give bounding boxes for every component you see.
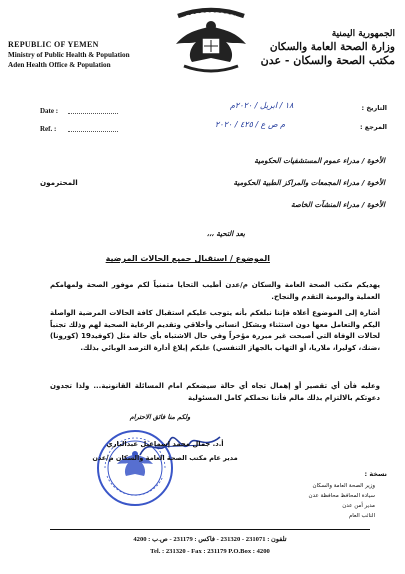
date-label-ar: التاريخ : xyxy=(361,104,387,112)
ref-label-ar: المرجع : xyxy=(359,123,387,131)
body-paragraph-3: وعليه فأن أي تقصير أو إهمال تجاه أي حالة سيضعكم امام المسائلة القانونية... ولذا تجدون دعوتكم بالالتزام بذلك مالم فأننا نحملكم كامل المسئولية xyxy=(50,382,380,402)
letterhead-en-line-3: Aden Health Office & Population xyxy=(8,61,111,69)
letterhead-ar-line-1: الجمهورية اليمنية xyxy=(331,29,395,39)
ref-label-en: Ref. : xyxy=(40,125,57,133)
letterhead-en-line-1: REPUBLIC OF YEMEN xyxy=(8,40,99,49)
footer-english: Tel. : 231320 - Fax : 231179 P.O.Box : 4200 xyxy=(150,548,270,555)
honorific: المحترمون xyxy=(40,178,78,187)
signatory-title: مدير عام مكتب الصحة العامة والسكان م/عدن xyxy=(92,454,238,462)
recipient-2: الأخوة / مدراء المجمعات والمراكز الطبية الحكومية xyxy=(233,178,385,187)
signatory-name: أ.د. جمال محمد إسماعيل عبدالباري xyxy=(106,440,224,448)
body-paragraph-1: يهديكم مكتب الصحة العامة والسكان م/عدن أطيب التحايا متمنياً لكم موفور الصحة ولمهامكم العملية واليومية التقدم والنجاح. xyxy=(50,281,380,301)
cc-item-2: سيادة المحافظ محافظة عدن xyxy=(308,493,375,499)
cc-item-1: وزير الصحة العامة والسكان xyxy=(312,483,375,489)
letterhead-arabic xyxy=(255,28,395,67)
letterhead-en-line-2: Ministry of Public Health & Population xyxy=(8,51,130,59)
letterhead-ar-line-2: وزارة الصحة العامة والسكان xyxy=(269,41,395,53)
letterhead-english xyxy=(8,40,158,70)
closing: ولكم منا فائق الاحترام xyxy=(129,413,191,421)
ref-dotted-line xyxy=(68,131,118,132)
footer-arabic: تلفون : 231071 - 231320 - فاكس : 231179 - ص.ب : 4200 xyxy=(133,536,287,543)
yemen-eagle-emblem-icon xyxy=(170,4,252,78)
recipient-1: الأخوة / مدراء عموم المستشفيات الحكومية xyxy=(254,156,385,165)
footer-divider xyxy=(50,529,370,530)
date-value: ١٨ / ابريل / ٢٠٢٠م xyxy=(230,101,294,110)
letterhead-ar-line-3: مكتب الصحة والسكان - عدن xyxy=(260,54,395,67)
body-paragraph-2: أشارة إلى الموضوع أعلاه فإننا نبلغكم بأنه يتوجب عليكم استقبال كافة الحالات المرضية الواصلة اليكم والتعامل معها دون استثناء وبشكل انساني وأخلاقي وتقديم الرعاية الصحية لهم وذلك تجنباً لحالات الوفاة التي أصبحت غير مبررة مؤخراً وفي حال الاشتباه بأي حالة مثل (كوفيد19 (كورونا) ،ضنك، كوليرا، ملاريا، أو التهاب بالجهاز التنفسي) عليكم إبلاغ أدارة الترصد الوبائي بذلك. xyxy=(50,309,380,352)
cc-label: نسخة : xyxy=(364,470,387,478)
cc-item-4: النائب العام xyxy=(348,513,375,519)
date-label-en: Date : xyxy=(40,107,59,115)
greeting: بعد التحية ،،، xyxy=(206,229,245,238)
date-dotted-line xyxy=(68,113,118,114)
recipient-3: الأخوة / مدراء المنشآت الخاصة xyxy=(291,200,385,209)
ref-value: م ص ع / ٤٢٥ / ٢٠٢٠ xyxy=(215,120,286,129)
cc-item-3: مدير أمن عدن xyxy=(342,503,375,509)
subject-line: الموضوع / استقبال جميع الحالات المرضية xyxy=(105,254,270,263)
